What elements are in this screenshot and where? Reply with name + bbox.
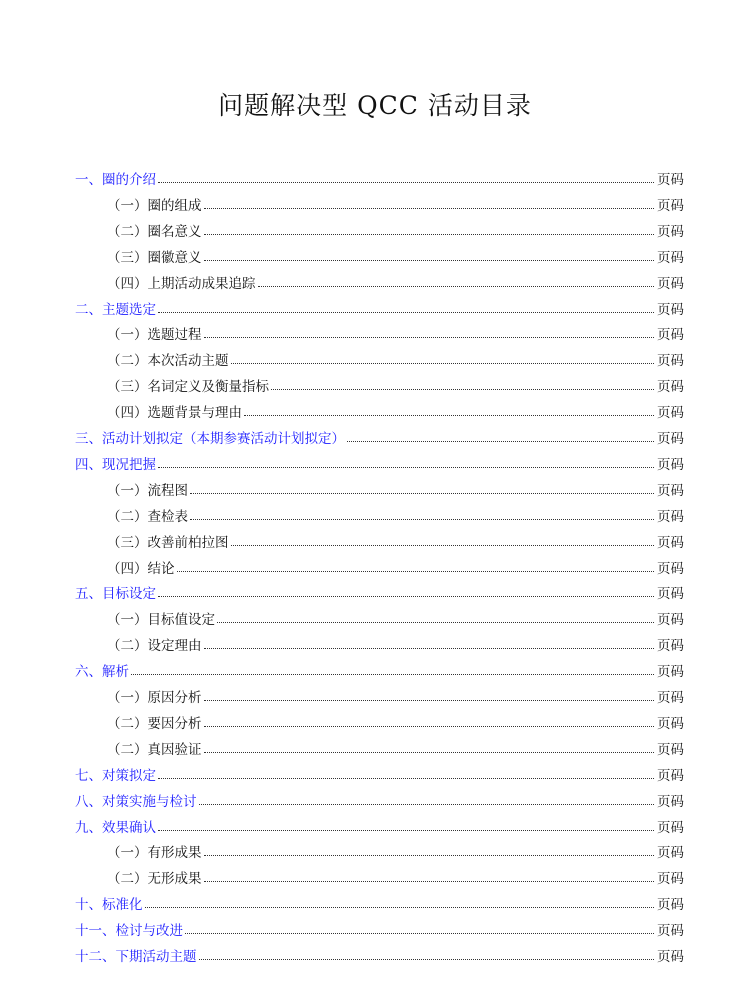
toc-page-number: 页码 <box>657 638 684 655</box>
toc-entry-label: （二）无形成果 <box>107 871 202 888</box>
toc-page-number: 页码 <box>657 923 684 940</box>
dot-leader <box>217 621 654 623</box>
dot-leader <box>158 466 654 468</box>
dot-leader <box>204 207 655 209</box>
toc-page-number: 页码 <box>657 767 684 784</box>
toc-subsection-entry[interactable] <box>107 244 684 266</box>
toc-page-number: 页码 <box>657 508 684 525</box>
toc-page-number: 页码 <box>657 172 684 188</box>
toc-subsection-entry[interactable] <box>107 684 684 706</box>
toc-entry-label: 七、对策拟定 <box>75 767 156 784</box>
toc-entry-label: 四、现况把握 <box>75 456 156 473</box>
dot-leader <box>145 906 655 908</box>
dot-leader <box>199 958 655 960</box>
dot-leader <box>158 181 654 183</box>
toc-page-number: 页码 <box>657 845 684 862</box>
toc-section-entry[interactable] <box>75 943 684 965</box>
toc-entry-label: （二）查检表 <box>107 508 188 525</box>
dot-leader <box>185 932 654 934</box>
toc-entry-label: 一、圈的介绍 <box>75 172 156 188</box>
toc-page-number: 页码 <box>657 223 684 240</box>
toc-page-number: 页码 <box>657 819 684 836</box>
toc-section-entry[interactable] <box>75 658 684 680</box>
toc-page-number: 页码 <box>657 612 684 629</box>
toc-subsection-entry[interactable] <box>107 839 684 861</box>
dot-leader <box>204 259 655 261</box>
toc-page-number: 页码 <box>657 327 684 344</box>
toc-entry-label: （三）名词定义及衡量指标 <box>107 379 269 396</box>
toc-page-number: 页码 <box>657 275 684 292</box>
toc-subsection-entry[interactable] <box>107 529 684 551</box>
dot-leader <box>204 880 655 882</box>
dot-leader <box>231 362 655 364</box>
toc-page-number: 页码 <box>657 949 684 965</box>
dot-leader <box>258 285 655 287</box>
toc-entry-label: 九、效果确认 <box>75 819 156 836</box>
dot-leader <box>204 647 655 649</box>
toc-entry-label: （一）圈的组成 <box>107 197 202 214</box>
toc-page-number: 页码 <box>657 871 684 888</box>
toc-page-number: 页码 <box>657 197 684 214</box>
toc-entry-label: （二）圈名意义 <box>107 223 202 240</box>
toc-section-entry[interactable] <box>75 580 684 602</box>
toc-subsection-entry[interactable] <box>107 736 684 758</box>
toc-subsection-entry[interactable] <box>107 710 684 732</box>
toc-entry-label: （一）流程图 <box>107 482 188 499</box>
dot-leader <box>190 518 654 520</box>
dot-leader <box>204 233 655 235</box>
toc-page-number: 页码 <box>657 715 684 732</box>
dot-leader <box>177 570 655 572</box>
toc-section-entry[interactable] <box>75 814 684 836</box>
toc-page-number: 页码 <box>657 456 684 473</box>
toc-entry-label: （四）选题背景与理由 <box>107 405 242 422</box>
toc-page-number: 页码 <box>657 690 684 706</box>
toc-entry-label: （一）目标值设定 <box>107 612 215 629</box>
toc-entry-label: （二）真因验证 <box>107 741 202 758</box>
dot-leader <box>204 336 655 338</box>
toc-page-number: 页码 <box>657 405 684 422</box>
dot-leader <box>158 311 654 313</box>
toc-page-number: 页码 <box>657 431 684 447</box>
toc-page-number: 页码 <box>657 379 684 396</box>
toc-section-entry[interactable] <box>75 788 684 810</box>
toc-subsection-entry[interactable] <box>107 865 684 887</box>
toc-page-number: 页码 <box>657 482 684 499</box>
toc-subsection-entry[interactable] <box>107 218 684 240</box>
toc-subsection-entry[interactable] <box>107 632 684 654</box>
toc-page-number: 页码 <box>657 741 684 758</box>
toc-subsection-entry[interactable] <box>107 192 684 214</box>
toc-section-entry[interactable] <box>75 762 684 784</box>
dot-leader <box>204 751 655 753</box>
toc-entry-label: （三）改善前柏拉图 <box>107 534 229 551</box>
toc-subsection-entry[interactable] <box>107 503 684 525</box>
toc-page-number: 页码 <box>657 664 684 681</box>
toc-entry-label: 三、活动计划拟定（本期参赛活动计划拟定） <box>75 431 345 447</box>
dot-leader <box>244 414 654 416</box>
toc-subsection-entry[interactable] <box>107 606 684 628</box>
toc-section-entry[interactable] <box>75 166 684 188</box>
dot-leader <box>199 803 655 805</box>
toc-subsection-entry[interactable] <box>107 347 684 369</box>
dot-leader <box>190 492 654 494</box>
toc-page-number: 页码 <box>657 301 684 318</box>
dot-leader <box>158 777 654 779</box>
dot-leader <box>158 829 654 831</box>
dot-leader <box>204 725 655 727</box>
toc-entry-label: 二、主题选定 <box>75 301 156 318</box>
toc-subsection-entry[interactable] <box>107 555 684 577</box>
toc-entry-label: （一）选题过程 <box>107 327 202 344</box>
toc-section-entry[interactable] <box>75 451 684 473</box>
page-title: 问题解决型 QCC 活动目录 <box>218 91 532 120</box>
dot-leader <box>347 440 654 442</box>
toc-entry-label: 十、标准化 <box>75 897 143 914</box>
toc-subsection-entry[interactable] <box>107 321 684 343</box>
toc-entry-label: 十二、下期活动主题 <box>75 949 197 965</box>
dot-leader <box>204 699 655 701</box>
toc-page-number: 页码 <box>657 249 684 266</box>
toc-section-entry[interactable] <box>75 917 684 939</box>
dot-leader <box>158 595 654 597</box>
toc-entry-label: （二）要因分析 <box>107 715 202 732</box>
toc-entry-label: （三）圈徽意义 <box>107 249 202 266</box>
toc-page-number: 页码 <box>657 897 684 914</box>
toc-subsection-entry[interactable] <box>107 477 684 499</box>
toc-entry-label: （二）设定理由 <box>107 638 202 655</box>
toc-entry-label: （四）结论 <box>107 560 175 577</box>
toc-entry-label: （二）本次活动主题 <box>107 353 229 370</box>
toc-page-number: 页码 <box>657 793 684 810</box>
dot-leader <box>131 673 654 675</box>
toc-entry-label: 八、对策实施与检讨 <box>75 793 197 810</box>
toc-page-number: 页码 <box>657 534 684 551</box>
toc-entry-label: 十一、检讨与改进 <box>75 923 183 940</box>
toc-page-number: 页码 <box>657 586 684 603</box>
toc-entry-label: （一）原因分析 <box>107 690 202 706</box>
toc-entry-label: （一）有形成果 <box>107 845 202 862</box>
dot-leader <box>204 854 655 856</box>
toc-subsection-entry[interactable] <box>107 399 684 421</box>
toc-subsection-entry[interactable] <box>107 270 684 292</box>
toc-page-number: 页码 <box>657 353 684 370</box>
toc-subsection-entry[interactable] <box>107 373 684 395</box>
toc-entry-label: 五、目标设定 <box>75 586 156 603</box>
dot-leader <box>271 388 654 390</box>
toc-section-entry[interactable] <box>75 891 684 913</box>
toc-section-entry[interactable] <box>75 296 684 318</box>
dot-leader <box>231 544 655 546</box>
toc-section-entry[interactable] <box>75 425 684 447</box>
toc-entry-label: （四）上期活动成果追踪 <box>107 275 256 292</box>
toc-page-number: 页码 <box>657 560 684 577</box>
toc-entry-label: 六、解析 <box>75 664 129 681</box>
